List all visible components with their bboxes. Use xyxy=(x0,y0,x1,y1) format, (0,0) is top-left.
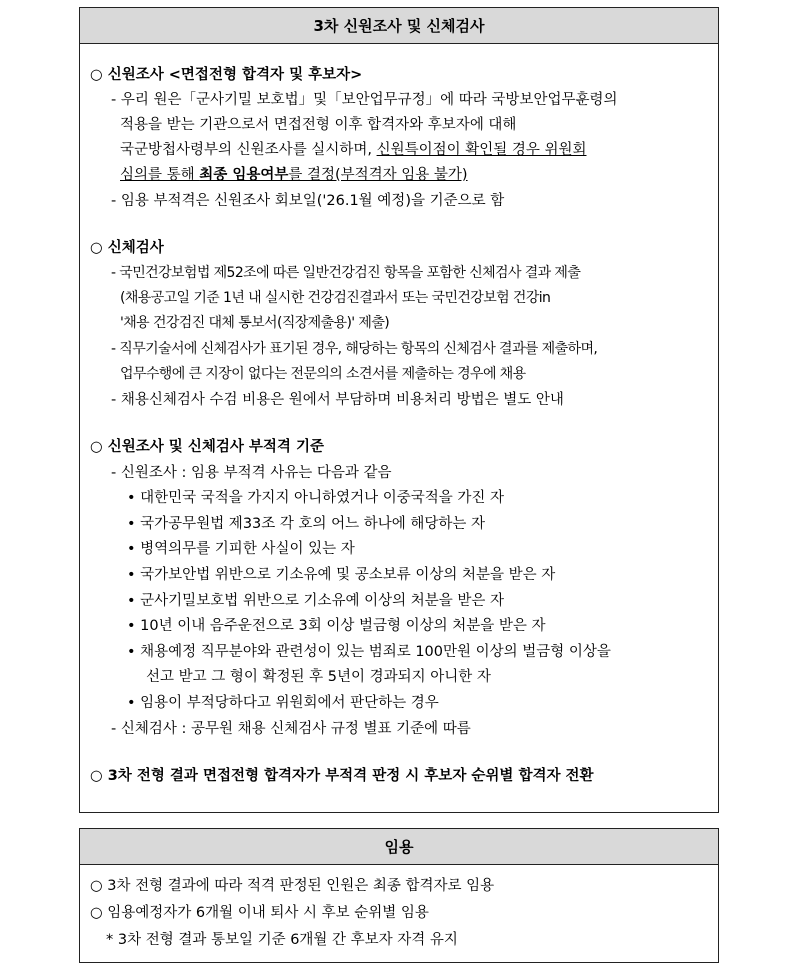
appointment-note: * 3차 전형 결과 통보일 기준 6개월 간 후보자 자격 유지 xyxy=(106,932,458,948)
disqualification-bullet: • 국가보안법 위반으로 기소유예 및 공소보류 이상의 처분을 받은 자 xyxy=(127,567,556,583)
background-check-line-1: - 우리 원은「군사기밀 보호법」및「보안업무규정」에 따라 국방보안업무훈령의 xyxy=(111,92,618,108)
disqualification-intro: - 신원조사 : 임용 부적격 사유는 다음과 같음 xyxy=(111,465,392,481)
physical-exam-line-2: (채용공고일 기준 1년 내 실시한 건강검진결과서 또는 국민건강보험 건강in xyxy=(120,290,551,306)
physical-exam-line-5: 업무수행에 큰 지장이 없다는 전문의의 소견서를 제출하는 경우에 채용 xyxy=(120,366,526,382)
physical-exam-line-6: - 채용신체검사 수검 비용은 원에서 부담하며 비용처리 방법은 별도 안내 xyxy=(111,392,564,408)
disqualification-bullet-continued: 선고 받고 그 형이 확정된 후 5년이 경과되지 아니한 자 xyxy=(146,669,491,685)
background-physical-section xyxy=(79,7,719,813)
background-check-line-2: 적용을 받는 기관으로서 면접전형 이후 합격자와 후보자에 대해 xyxy=(120,117,517,133)
disqualification-heading: ○ 신원조사 및 신체검사 부적격 기준 xyxy=(90,439,324,455)
candidate-conversion: ○ 3차 전형 결과 면접전형 합격자가 부적격 판정 시 후보자 순위별 합격자 전환 xyxy=(90,768,594,784)
appointment-line-1: ○ 3차 전형 결과에 따라 적격 판정된 인원은 최종 합격자로 임용 xyxy=(90,878,495,894)
section-title: 3차 신원조사 및 신체검사 xyxy=(80,8,718,44)
disqualification-bullet: • 국가공무원법 제33조 각 호의 어느 하나에 해당하는 자 xyxy=(127,516,486,532)
disqualification-bullet: • 병역의무를 기피한 사실이 있는 자 xyxy=(127,541,355,557)
section-title: 임용 xyxy=(80,829,718,865)
physical-exam-heading: ○ 신체검사 xyxy=(90,240,164,256)
appointment-section xyxy=(79,828,719,963)
disqualification-bullet: • 군사기밀보호법 위반으로 기소유예 이상의 처분을 받은 자 xyxy=(127,593,504,609)
physical-exam-line-1: - 국민건강보험법 제52조에 따른 일반건강검진 항목을 포함한 신체검사 결과 제출 xyxy=(111,265,581,281)
disqualification-bullet: • 대한민국 국적을 가지지 아니하였거나 이중국적을 가진 자 xyxy=(127,490,504,506)
physical-exam-line-4: - 직무기술서에 신체검사가 표기된 경우, 해당하는 항목의 신체검사 결과를 제출하며, xyxy=(111,341,598,357)
disqualification-bullet: • 임용이 부적당하다고 위원회에서 판단하는 경우 xyxy=(127,695,439,711)
background-check-line-4: 심의를 통해 최종 임용여부를 결정(부적격자 임용 불가) xyxy=(120,167,468,183)
disqualification-physical: - 신체검사 : 공무원 채용 신체검사 규정 별표 기준에 따름 xyxy=(111,721,471,737)
physical-exam-line-3: '채용 건강검진 대체 통보서(직장제출용)' 제출) xyxy=(120,315,390,331)
disqualification-bullet: • 채용예정 직무분야와 관련성이 있는 범죄로 100만원 이상의 벌금형 이상을 xyxy=(127,644,611,660)
background-check-line-5: - 임용 부적격은 신원조사 회보일('26.1월 예정)을 기준으로 함 xyxy=(111,193,505,209)
background-check-heading: ○ 신원조사 <면접전형 합격자 및 후보자> xyxy=(90,67,363,83)
disqualification-bullet: • 10년 이내 음주운전으로 3회 이상 벌금형 이상의 처분을 받은 자 xyxy=(127,618,546,634)
appointment-line-2: ○ 임용예정자가 6개월 이내 퇴사 시 후보 순위별 임용 xyxy=(90,905,429,921)
background-check-line-3: 국군방첩사령부의 신원조사를 실시하며, 신원특이점이 확인될 경우 위원회 xyxy=(120,142,587,158)
